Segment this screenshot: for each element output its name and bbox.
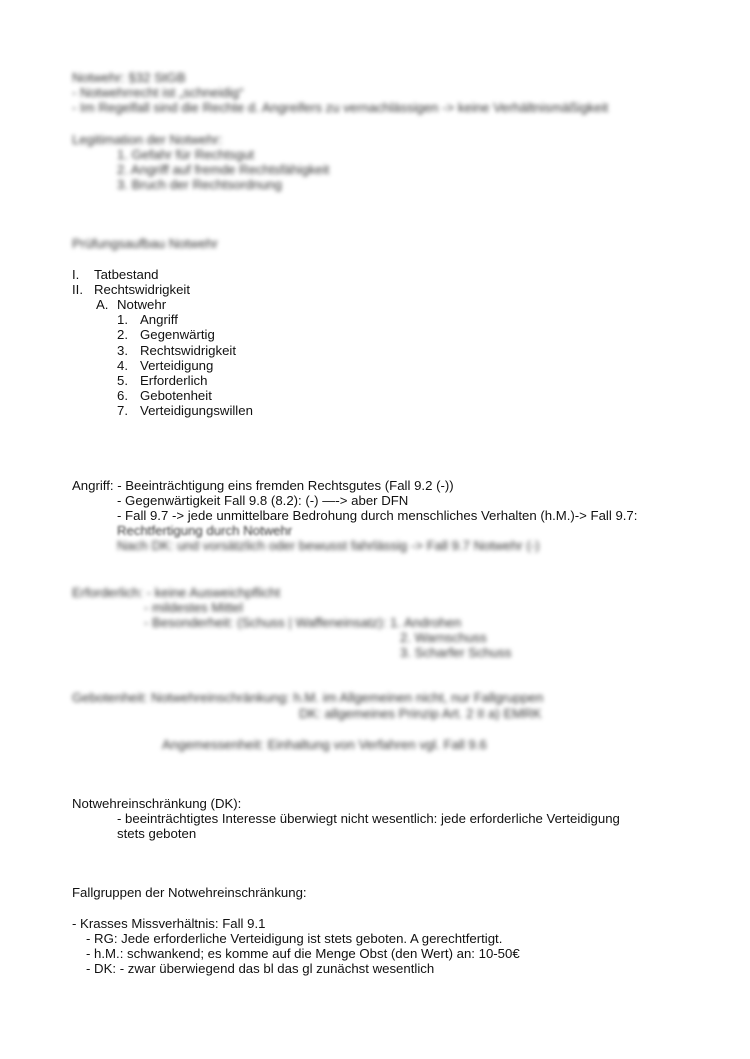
angriff-line: Rechtfertigung durch Notwehr (117, 523, 293, 538)
list-item: Tatbestand (94, 267, 159, 282)
list-item: 3. Bruch der Rechtsordnung (117, 177, 282, 192)
list-item: - h.M.: schwankend; es komme auf die Menge Obst (den Wert) an: 10-50€ (86, 946, 520, 961)
list-item: Rechtswidrigkeit (94, 282, 191, 297)
gebotenheit-line: DK: allgemeines Prinzip Art. 2 II a) EMRK (299, 706, 542, 721)
item-number: 5. (117, 373, 128, 388)
section-title-legitimation: Legitimation der Notwehr: (72, 132, 223, 147)
list-item: Verteidigung (140, 358, 214, 373)
list-item: Angriff (140, 312, 178, 327)
list-item: - Notwehrrecht ist „schneidig“ (72, 85, 244, 100)
list-item: Notwehr (117, 297, 167, 312)
notwehreinschraenkung-line: - beeinträchtigtes Interesse überwiegt nicht wesentlich: jede erforderliche Verteidigung (117, 811, 620, 826)
item-number: 2. (117, 327, 128, 342)
item-number: 1. (117, 312, 128, 327)
erforderlich-line: 2. Warnschuss (400, 630, 487, 645)
angriff-line: Angriff: - Beeinträchtigung eins fremden Rechtsgutes (Fall 9.2 (-)) (72, 478, 454, 493)
fallgruppen-title: Fallgruppen der Notwehreinschränkung: (72, 885, 307, 900)
list-item: Gebotenheit (140, 388, 212, 403)
list-item: Erforderlich (140, 373, 208, 388)
sub-letter: A. (96, 297, 109, 312)
item-number: 7. (117, 403, 128, 418)
angriff-line: - Gegenwärtigkeit Fall 9.8 (8.2): (-) —-> aber DFN (117, 493, 409, 508)
list-item: Verteidigungswillen (140, 403, 253, 418)
roman-number: I. (72, 267, 80, 282)
list-item: - RG: Jede erforderliche Verteidigung ist stets geboten. A gerechtfertigt. (86, 931, 503, 946)
notwehreinschraenkung-title: Notwehreinschränkung (DK): (72, 796, 242, 811)
erforderlich-line: 3. Scharfer Schuss (400, 645, 512, 660)
section-title-pruefungsaufbau: Prüfungsaufbau Notwehr (72, 236, 218, 251)
notwehreinschraenkung-line: stets geboten (117, 826, 197, 841)
list-item: - Im Regelfall sind die Rechte d. Angreifers zu vernachlässigen -> keine Verhältnismäßigkeit (72, 100, 609, 115)
item-number: 6. (117, 388, 128, 403)
list-item: Gegenwärtig (140, 327, 215, 342)
item-number: 3. (117, 343, 128, 358)
erforderlich-line: - mildestes Mittel (144, 600, 243, 615)
item-number: 4. (117, 358, 128, 373)
erforderlich-line: - Besonderheit: (Schuss | Waffeneinsatz): 1. Androhen (144, 615, 462, 630)
list-item: 2. Angriff auf fremde Rechtsfähigkeit (117, 162, 330, 177)
section-title-notwehr: Notwehr: §32 StGB (72, 70, 186, 85)
angriff-line: - Fall 9.7 -> jede unmittelbare Bedrohung durch menschliches Verhalten (h.M.)-> Fall 9.7: (117, 508, 638, 523)
list-item: Rechtswidrigkeit (140, 343, 237, 358)
roman-number: II. (72, 282, 83, 297)
fallgruppen-main: - Krasses Missverhältnis: Fall 9.1 (72, 916, 266, 931)
list-item: - DK: - zwar überwiegend das bl das gl zunächst wesentlich (86, 961, 435, 976)
gebotenheit-line: Gebotenheit: Notwehreinschränkung: h.M. im Allgemeinen nicht, nur Fallgruppen (72, 690, 544, 705)
gebotenheit-line: Angemessenheit: Einhaltung von Verfahren vgl. Fall 9.6 (162, 737, 487, 752)
angriff-line: Nach DK: und vorsätzlich oder bewusst fahrlässig -> Fall 9.7 Notwehr (-) (117, 538, 540, 553)
erforderlich-line: Erforderlich: - keine Ausweichpflicht (72, 585, 281, 600)
list-item: 1. Gefahr für Rechtsgut (117, 147, 255, 162)
